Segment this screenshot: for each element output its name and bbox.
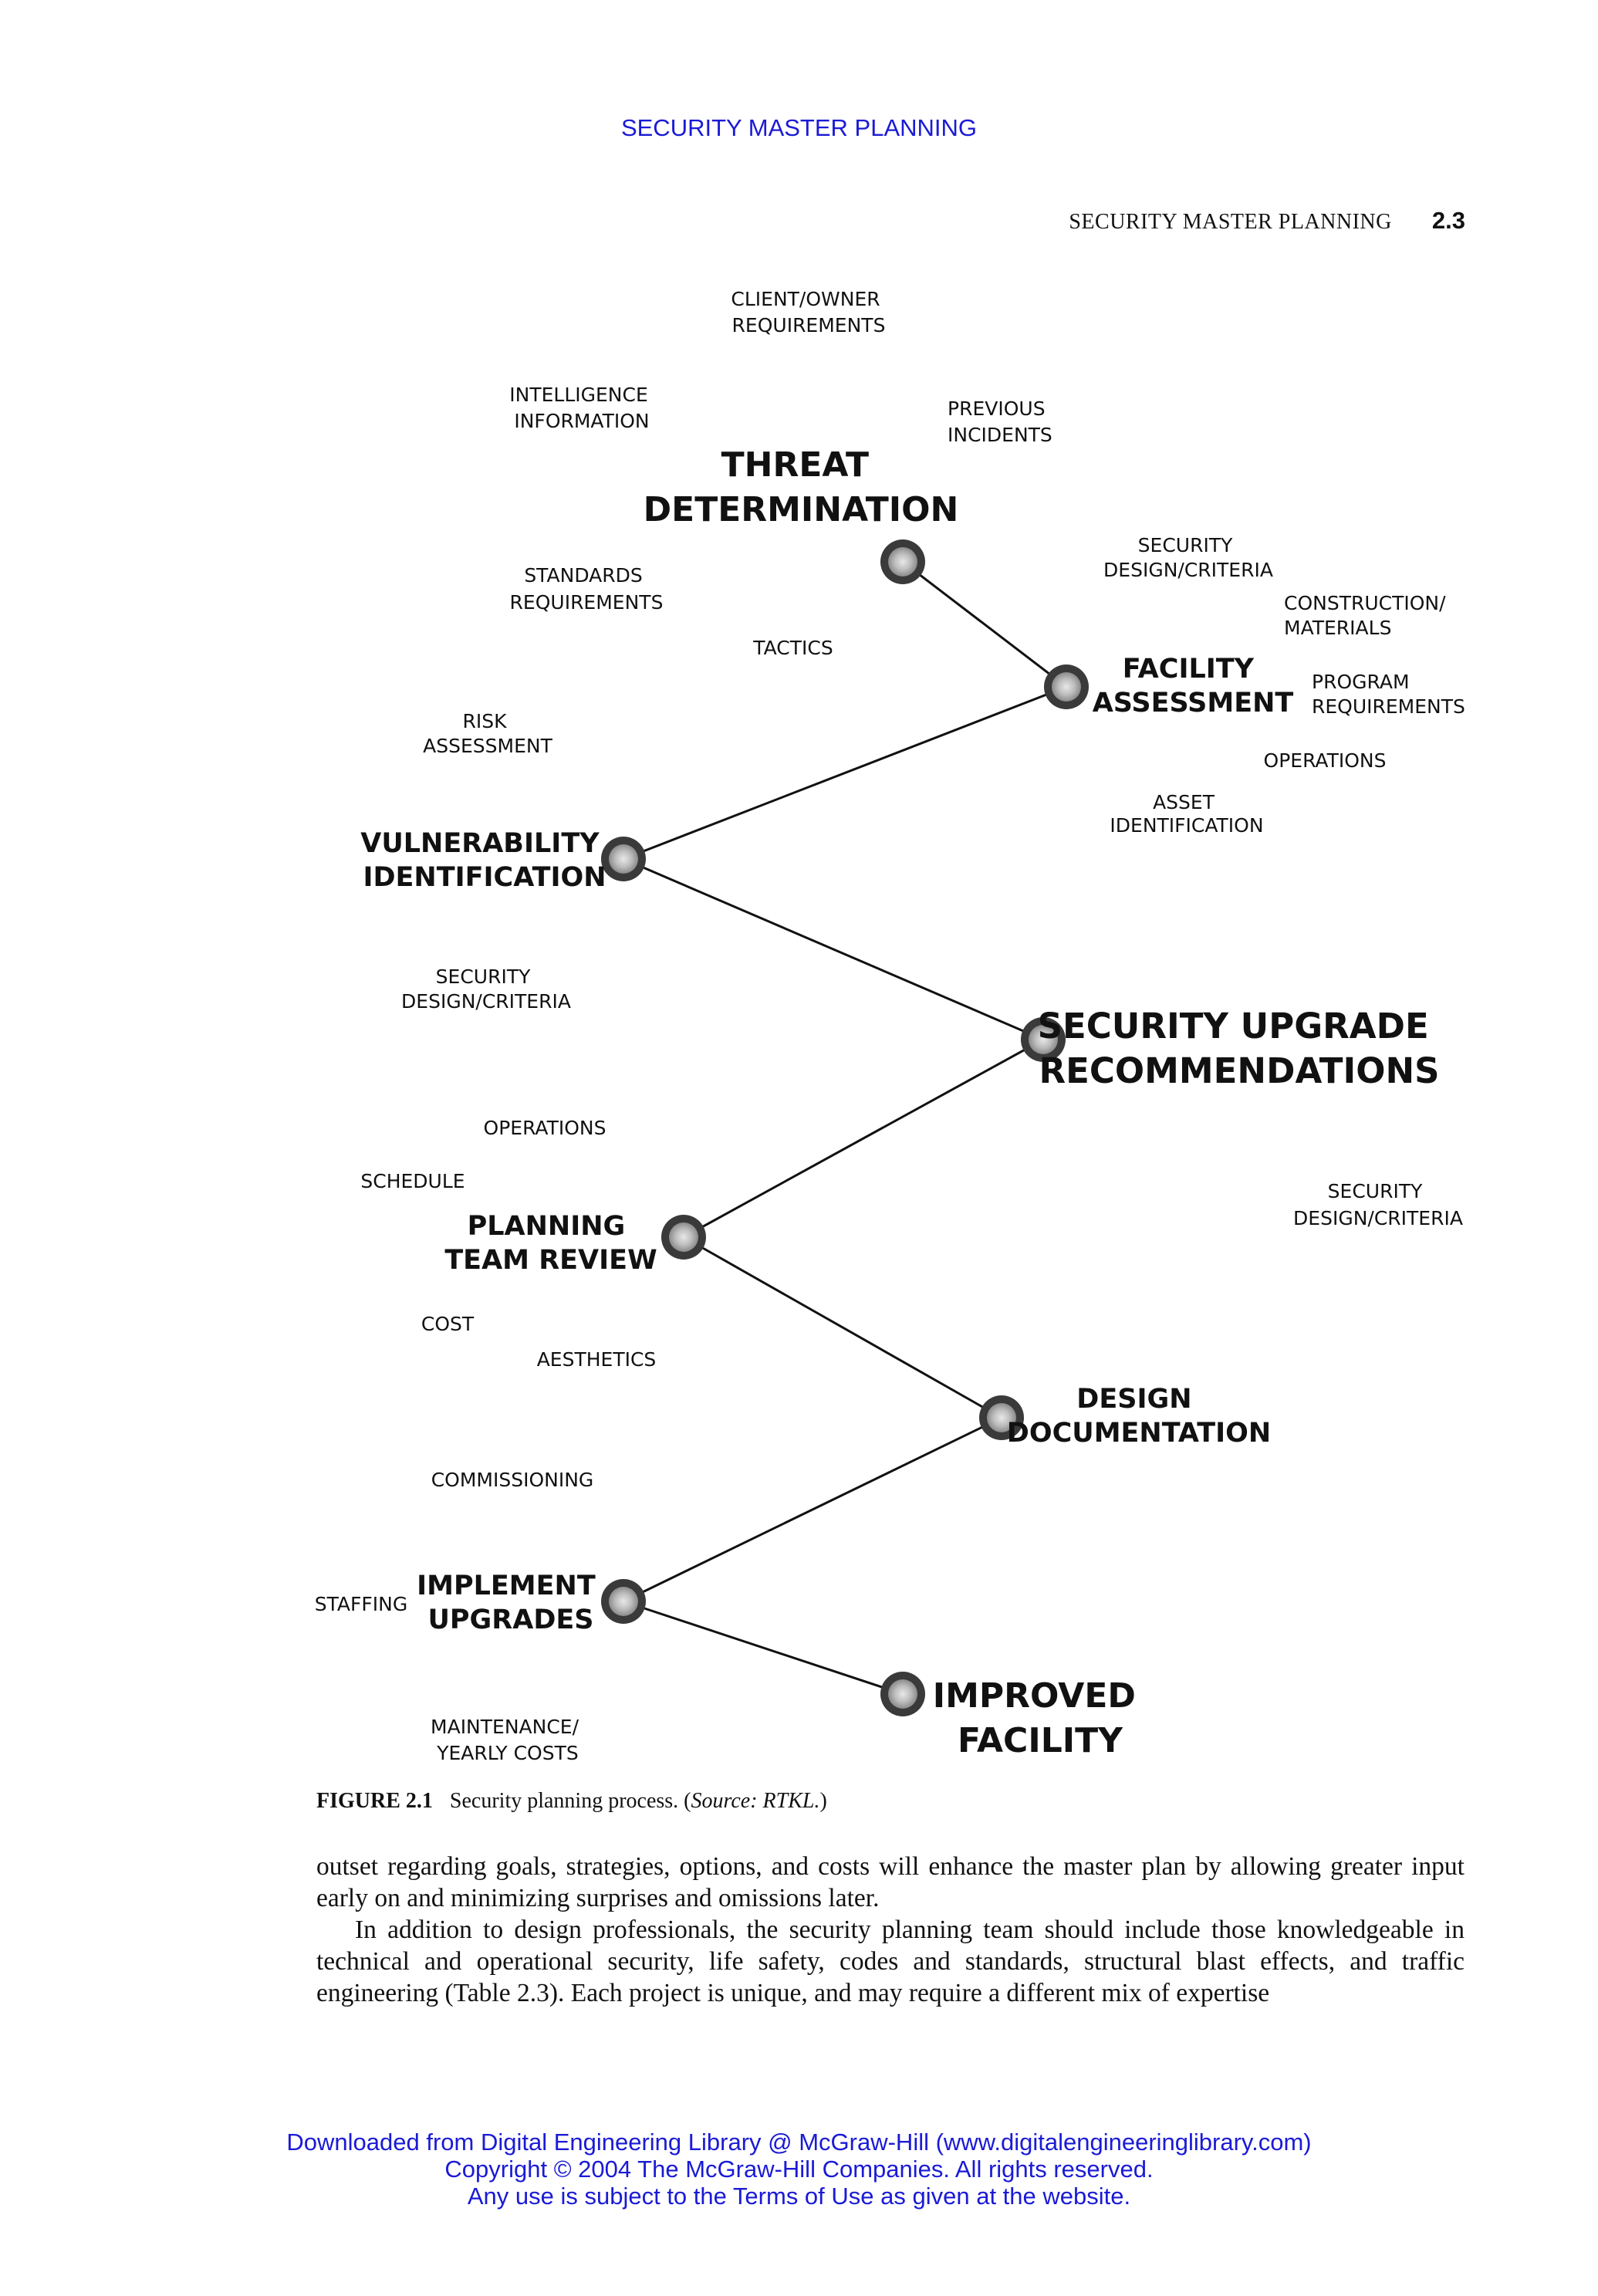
- node-implement-upgrades: [601, 1579, 646, 1624]
- body-paragraph: outset regarding goals, strategies, options, and costs will enhance the master plan by allowing greater input early on and minimizing surprises and omissions later.: [316, 1852, 1465, 1912]
- stage-implement-upgrades: IMPLEMENT UPGRADES: [417, 1571, 596, 1635]
- path-segment: [623, 687, 1066, 859]
- label-security-design-criteria: SECURITY DESIGN/CRITERIA: [1103, 534, 1273, 581]
- label-staffing: STAFFING: [314, 1593, 408, 1615]
- path-segment: [623, 859, 1043, 1040]
- label-maintenance-yearly-costs: MAINTENANCE/ YEARLY COSTS: [431, 1716, 579, 1764]
- process-nodes: [601, 539, 1089, 1716]
- running-head-title: SECURITY MASTER PLANNING: [1069, 210, 1392, 234]
- node-improved-facility: [880, 1672, 925, 1716]
- label-previous-incidents: PREVIOUS INCIDENTS: [948, 397, 1052, 446]
- download-footer: [0, 2129, 1598, 2210]
- label-asset-identification: ASSET IDENTIFICATION: [1110, 791, 1264, 837]
- label-security-design-criteria: SECURITY DESIGN/CRITERIA: [1293, 1180, 1463, 1229]
- caption-source: Source: RTKL.: [691, 1789, 820, 1813]
- label-program-requirements: PROGRAM REQUIREMENTS: [1312, 671, 1465, 718]
- footer-line: Copyright © 2004 The McGraw-Hill Companies. All rights reserved.: [444, 2156, 1154, 2183]
- caption-close: ): [819, 1789, 827, 1813]
- label-risk-assessment: RISK ASSESSMENT: [423, 710, 552, 757]
- label-client-owner-requirements: CLIENT/OWNER REQUIREMENTS: [731, 288, 886, 336]
- path-segment: [623, 1601, 903, 1694]
- stage-security-upgrade-recommendations: SECURITY UPGRADE RECOMMENDATIONS: [1037, 1006, 1440, 1091]
- label-aesthetics: AESTHETICS: [536, 1348, 657, 1371]
- label-operations: OPERATIONS: [1263, 749, 1387, 772]
- label-schedule: SCHEDULE: [360, 1170, 465, 1192]
- body-paragraph: In addition to design professionals, the security planning team should include those knowledgeable in technical and operational security, life safety, codes and standards, structural blast effects, and traffic engineering (Table 2.3). Each project is unique, and may require a different mix of expertise: [316, 1916, 1465, 2007]
- footer-line: Downloaded from Digital Engineering Library @ McGraw-Hill (www.digitalengineeringlibrary.com): [286, 2129, 1312, 2156]
- label-intelligence-information: INTELLIGENCE INFORMATION: [509, 384, 650, 432]
- stage-facility-assessment: FACILITY ASSESSMENT: [1092, 654, 1294, 719]
- process-path: [623, 562, 1066, 1694]
- library-banner: SECURITY MASTER PLANNING: [620, 114, 978, 141]
- page-number: 2.3: [1431, 207, 1465, 234]
- body-text: [316, 1851, 1465, 2009]
- path-segment: [684, 1040, 1043, 1237]
- stage-improved-facility: IMPROVED FACILITY: [932, 1676, 1136, 1760]
- label-construction-materials: CONSTRUCTION/ MATERIALS: [1284, 592, 1446, 639]
- stage-design-documentation: DESIGN DOCUMENTATION: [1006, 1384, 1272, 1449]
- path-segment: [684, 1237, 1002, 1418]
- figure-caption: [316, 1789, 827, 1814]
- node-threat-determination: [880, 539, 925, 584]
- label-standards-requirements: STANDARDS REQUIREMENTS: [509, 564, 664, 614]
- node-planning-team-review: [661, 1215, 706, 1260]
- path-segment: [623, 1418, 1002, 1601]
- label-cost: COST: [421, 1313, 475, 1335]
- stage-vulnerability-identification: VULNERABILITY IDENTIFICATION: [360, 828, 606, 893]
- path-segment: [903, 562, 1066, 687]
- label-commissioning: COMMISSIONING: [431, 1469, 594, 1491]
- stage-threat-determination: THREAT DETERMINATION: [643, 445, 959, 529]
- label-operations: OPERATIONS: [483, 1117, 606, 1139]
- stage-planning-team-review: PLANNING TEAM REVIEW: [444, 1211, 657, 1276]
- figure-number: FIGURE 2.1: [316, 1789, 433, 1813]
- label-tactics: TACTICS: [753, 637, 833, 659]
- label-security-design-criteria: SECURITY DESIGN/CRITERIA: [401, 965, 571, 1013]
- node-facility-assessment: [1044, 664, 1089, 709]
- footer-line: Any use is subject to the Terms of Use as given at the website.: [467, 2183, 1131, 2210]
- caption-text: Security planning process. (: [449, 1789, 691, 1813]
